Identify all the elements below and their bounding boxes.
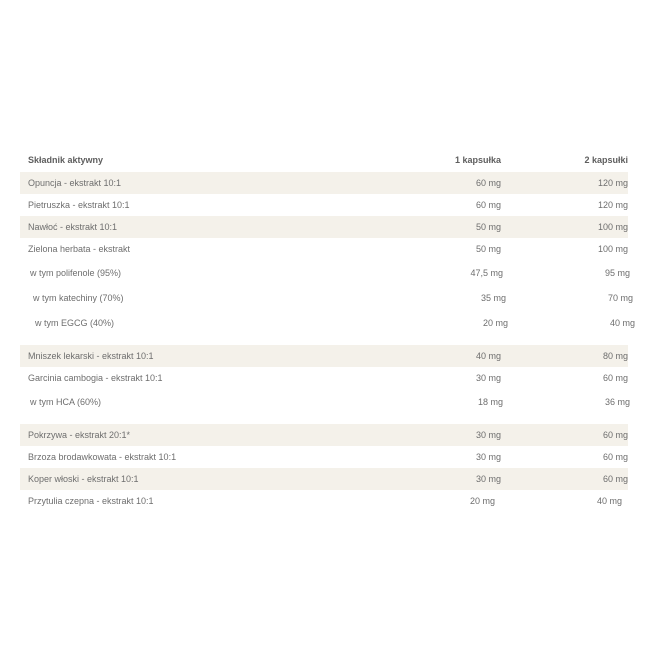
dose-one-capsule: 30 mg [475, 474, 501, 484]
header-one-capsule: 1 kapsułka [454, 155, 501, 165]
table-row [20, 310, 635, 335]
table-row [20, 172, 628, 194]
ingredient-name: Opuncja - ekstrakt 10:1 [28, 178, 122, 188]
dose-two-capsules: 60 mg [602, 430, 628, 440]
dose-two-capsules: 120 mg [597, 200, 628, 210]
table-row [20, 468, 628, 490]
ingredient-name: Zielona herbata - ekstrakt [28, 244, 131, 254]
header-ingredient: Składnik aktywny [28, 155, 104, 165]
table-row [20, 389, 628, 414]
dose-one-capsule: 50 mg [475, 244, 501, 254]
dose-two-capsules: 40 mg [596, 496, 622, 506]
dose-one-capsule: 30 mg [475, 373, 501, 383]
table-row [20, 216, 628, 238]
ingredient-name: Brzoza brodawkowata - ekstrakt 10:1 [28, 452, 177, 462]
dose-one-capsule: 47,5 mg [470, 267, 503, 278]
dose-one-capsule: 30 mg [475, 430, 501, 440]
dose-two-capsules: 120 mg [597, 178, 628, 188]
ingredients-table [20, 148, 635, 512]
table-row [20, 238, 628, 260]
table-row [20, 285, 633, 310]
ingredient-subitem: w tym HCA (60%) [30, 396, 102, 407]
table-row [20, 424, 628, 446]
dose-one-capsule: 40 mg [475, 351, 501, 361]
dose-two-capsules: 60 mg [602, 373, 628, 383]
dose-two-capsules: 80 mg [602, 351, 628, 361]
table-row [20, 446, 628, 468]
dose-one-capsule: 18 mg [477, 396, 503, 407]
dose-two-capsules: 100 mg [597, 222, 628, 232]
dose-one-capsule: 60 mg [475, 200, 501, 210]
table-row [20, 367, 628, 389]
ingredient-name: Pietruszka - ekstrakt 10:1 [28, 200, 130, 210]
table-row [20, 194, 628, 216]
ingredient-name: Mniszek lekarski - ekstrakt 10:1 [28, 351, 154, 361]
table-row [20, 260, 628, 285]
dose-one-capsule: 50 mg [475, 222, 501, 232]
dose-two-capsules: 40 mg [609, 317, 635, 328]
ingredient-name: Pokrzywa - ekstrakt 20:1* [28, 430, 131, 440]
dose-two-capsules: 70 mg [607, 292, 633, 303]
dose-two-capsules: 95 mg [604, 267, 630, 278]
ingredient-subitem: w tym katechiny (70%) [33, 292, 124, 303]
dose-one-capsule: 20 mg [482, 317, 508, 328]
ingredient-subitem: w tym EGCG (40%) [35, 317, 115, 328]
ingredient-name: Nawłoć - ekstrakt 10:1 [28, 222, 118, 232]
table-row [20, 345, 628, 367]
header-two-capsules: 2 kapsułki [584, 155, 628, 165]
table-header-row [20, 148, 628, 172]
dose-one-capsule: 30 mg [475, 452, 501, 462]
dose-one-capsule: 20 mg [469, 496, 495, 506]
dose-two-capsules: 60 mg [602, 474, 628, 484]
dose-one-capsule: 35 mg [480, 292, 506, 303]
dose-one-capsule: 60 mg [475, 178, 501, 188]
ingredient-name: Garcinia cambogia - ekstrakt 10:1 [28, 373, 163, 383]
dose-two-capsules: 36 mg [604, 396, 630, 407]
dose-two-capsules: 100 mg [597, 244, 628, 254]
table-row [20, 490, 628, 512]
ingredient-name: Przytulia czepna - ekstrakt 10:1 [28, 496, 154, 506]
ingredient-subitem: w tym polifenole (95%) [30, 267, 122, 278]
ingredient-name: Koper włoski - ekstrakt 10:1 [28, 474, 139, 484]
dose-two-capsules: 60 mg [602, 452, 628, 462]
